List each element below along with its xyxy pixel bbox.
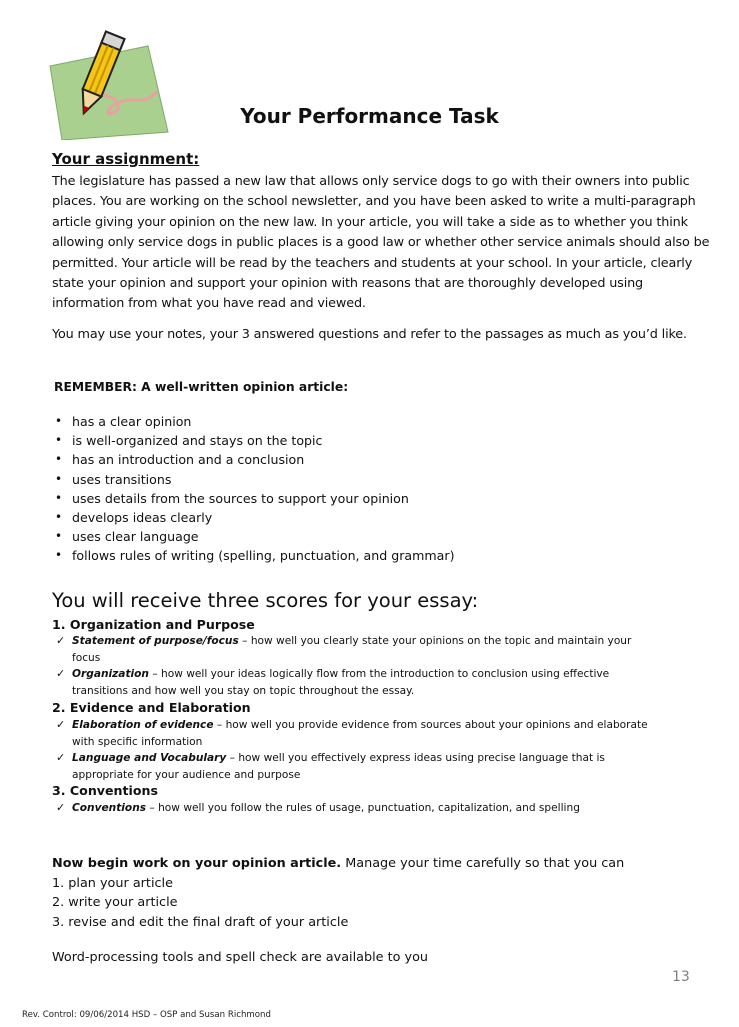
list-item: • uses transitions — [54, 470, 455, 489]
list-item: • uses details from the sources to support your opinion — [54, 489, 455, 508]
assignment-body: The legislature has passed a new law that allows only service dogs to go with their owners into public places. You are working on the school newsletter, and you have been asked to write a multi-paragraph article giving your opinion on the new law. In your article, you will take a side as to whether you think allowing only service dogs in public places is a good law or whether other service animals should also be permitted. Your article will be read by the teachers and students at your school. In your article, clearly state your opinion and support your opinion with reasons that are thoroughly developed using information from what you have read and viewed. — [52, 174, 710, 312]
step-item: 1. plan your article — [52, 875, 173, 891]
footer-revision: Rev. Control: 09/06/2014 HSD – OSP and Susan Richmond — [22, 1010, 271, 1020]
section-heading-conventions: 3. Conventions — [52, 783, 158, 798]
criterion-purpose: ✓ Statement of purpose/focus – how well you clearly state your opinions on the topic and maintain your focus — [56, 634, 632, 664]
step-item: 3. revise and edit the final draft of your article — [52, 914, 349, 930]
section-heading-organization: 1. Organization and Purpose — [52, 617, 255, 632]
begin-line: Now begin work on your opinion article. Manage your time carefully so that you can — [52, 856, 625, 871]
list-item: • is well-organized and stays on the topic — [54, 431, 455, 450]
scores-heading: You will receive three scores for your essay: — [52, 589, 479, 612]
remember-heading: REMEMBER: A well-written opinion article: — [54, 380, 349, 394]
criterion-language: ✓ Language and Vocabulary – how well you effectively express ideas using precise language that is appropriate for your audience and purpose — [56, 751, 605, 781]
criterion-organization: ✓ Organization – how well your ideas logically flow from the introduction to conclusion using effective transitions and how well you stay on topic throughout the essay. — [56, 667, 610, 697]
list-item: • follows rules of writing (spelling, punctuation, and grammar) — [54, 546, 455, 565]
assignment-notes: You may use your notes, your 3 answered questions and refer to the passages as much as you’d like. — [52, 327, 687, 342]
checkmark-icon: ✓ — [56, 634, 66, 647]
list-item: • has an introduction and a conclusion — [54, 450, 455, 469]
checkmark-icon: ✓ — [56, 751, 66, 764]
tools-note: Word-processing tools and spell check are available to you — [52, 950, 429, 965]
assignment-heading: Your assignment: — [52, 150, 200, 168]
criterion-conventions: ✓ Conventions – how well you follow the rules of usage, punctuation, capitalization, and spelling — [56, 800, 662, 817]
page-title: Your Performance Task — [240, 104, 499, 128]
criterion-elaboration: ✓ Elaboration of evidence – how well you provide evidence from sources about your opinions and elaborate with specific information — [56, 718, 648, 748]
list-item: • develops ideas clearly — [54, 508, 455, 527]
checkmark-icon: ✓ — [56, 801, 66, 814]
page-number: 13 — [672, 969, 690, 985]
list-item: • has a clear opinion — [54, 412, 455, 431]
list-item: • uses clear language — [54, 527, 455, 546]
checkmark-icon: ✓ — [56, 667, 66, 680]
step-item: 2. write your article — [52, 895, 178, 911]
remember-list — [54, 412, 455, 566]
section-heading-evidence: 2. Evidence and Elaboration — [52, 700, 251, 715]
checkmark-icon: ✓ — [56, 718, 66, 731]
begin-instructions — [52, 854, 624, 932]
